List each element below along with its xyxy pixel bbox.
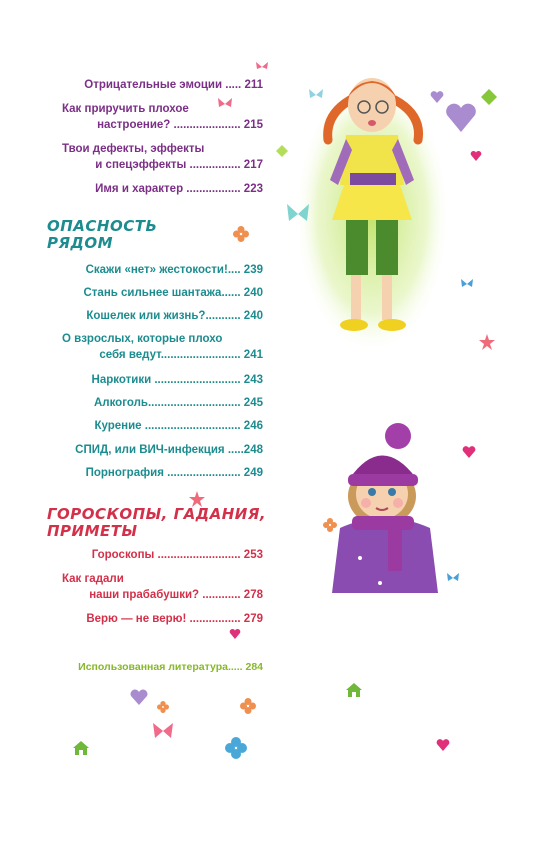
- heart-icon: [130, 688, 148, 706]
- toc-entry-text: Твои дефекты, эффекты: [62, 143, 205, 155]
- toc-entry[interactable]: [48, 418, 263, 434]
- heart-icon: [229, 628, 241, 640]
- toc-entry[interactable]: [48, 77, 263, 93]
- toc-entry[interactable]: [48, 141, 263, 173]
- clover-icon: [225, 737, 247, 759]
- butterfly-icon: [255, 60, 269, 74]
- toc-entry-text: Использованная литература..... 284: [78, 661, 263, 673]
- toc-entry-text: Отрицательные эмоции ..... 211: [84, 79, 263, 91]
- house-icon: [72, 740, 90, 756]
- butterfly-icon: [308, 88, 324, 102]
- toc-entry-text: Стань сильнее шантажа...... 240: [83, 287, 263, 299]
- toc-entry[interactable]: [48, 442, 263, 458]
- heart-icon: [462, 445, 476, 459]
- toc-entry[interactable]: [48, 331, 263, 363]
- toc-entry[interactable]: [48, 262, 263, 278]
- toc-entry-text: Как гадали: [62, 573, 124, 585]
- toc-entry-text: Имя и характер ................. 223: [95, 183, 263, 195]
- section-heading-line: РЯДОМ: [47, 234, 114, 252]
- toc-entry-text: Порнография ....................... 249: [85, 467, 263, 479]
- toc-entry-text: СПИД, или ВИЧ-инфекция .....248: [75, 444, 263, 456]
- toc-entry[interactable]: [48, 611, 263, 627]
- section-heading-line: ПРИМЕТЫ: [47, 522, 138, 540]
- star-icon: [188, 490, 206, 508]
- toc-entry-text: себя ведут......................... 241: [99, 349, 263, 361]
- toc-entry-bibliography[interactable]: [48, 659, 263, 675]
- section-heading-line: ОПАСНОСТЬ: [47, 217, 158, 235]
- butterfly-icon: [446, 572, 460, 584]
- toc-entry-text: настроение? ..................... 215: [97, 119, 263, 131]
- toc-entry-text: О взрослых, которые плохо: [62, 333, 223, 345]
- toc-entry[interactable]: [48, 571, 263, 603]
- section-heading: [47, 506, 266, 540]
- heart-icon: [430, 90, 444, 104]
- flower-icon: [233, 226, 249, 242]
- toc-entry-text: Кошелек или жизнь?........... 240: [86, 310, 263, 322]
- heart-icon: [470, 150, 482, 162]
- toc-entry-text: Как приручить плохое: [62, 103, 189, 115]
- butterfly-icon: [286, 203, 310, 225]
- flower-icon: [240, 698, 256, 714]
- leaf-icon: [480, 88, 498, 106]
- flower-icon: [323, 518, 337, 532]
- flower-icon: [157, 701, 169, 713]
- toc-entry-text: наши прабабушки? ............ 278: [89, 589, 263, 601]
- toc-entry-text: Скажи «нет» жестокости!.... 239: [85, 264, 263, 276]
- toc-entry-text: Наркотики ........................... 243: [91, 374, 263, 386]
- toc-entry[interactable]: [48, 181, 263, 197]
- toc-entry[interactable]: [48, 285, 263, 301]
- toc-entry-text: Гороскопы .......................... 253: [91, 549, 263, 561]
- butterfly-icon: [217, 97, 233, 111]
- toc-entry-text: Алкоголь............................. 245: [93, 397, 263, 409]
- leaf-icon: [275, 144, 289, 158]
- star-icon: [478, 333, 496, 351]
- butterfly-icon: [460, 278, 474, 290]
- toc-entry-text: и спецэффекты ................ 217: [95, 159, 263, 171]
- house-icon: [345, 682, 363, 698]
- section-heading: [47, 218, 157, 252]
- toc-entry-text: Курение .............................. 246: [94, 420, 263, 432]
- heart-icon: [445, 102, 477, 134]
- toc-entry[interactable]: [48, 465, 263, 481]
- toc-entry[interactable]: [48, 372, 263, 388]
- butterfly-icon: [152, 722, 174, 740]
- section-heading-line: ГОРОСКОПЫ, ГАДАНИЯ,: [47, 505, 267, 523]
- toc-entry[interactable]: [48, 308, 263, 324]
- toc-entry[interactable]: [48, 395, 263, 411]
- toc-entry-text: Верю — не верю! ................ 279: [86, 613, 263, 625]
- heart-icon: [436, 738, 450, 752]
- girl-in-winter-hat-illustration: [330, 418, 440, 593]
- toc-entry[interactable]: [48, 547, 263, 563]
